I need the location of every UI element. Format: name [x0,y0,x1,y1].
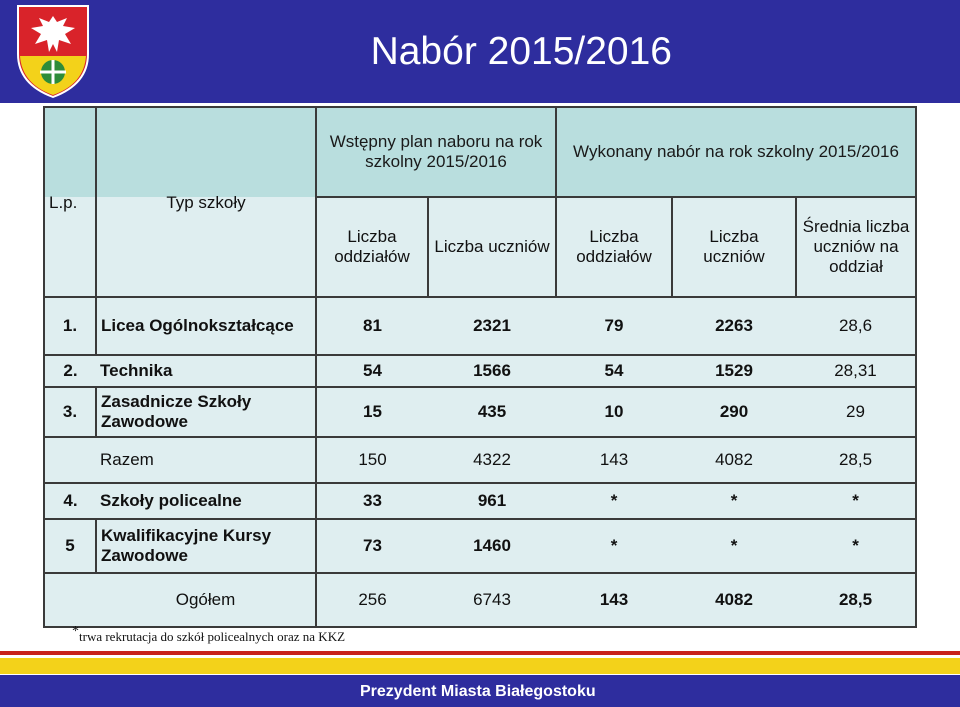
row-lp: 1. [44,297,96,355]
row-actual-classes: * [556,519,672,573]
row-planned-classes: 33 [316,483,428,519]
row-lp: 4. [44,483,96,519]
total-lp [44,573,96,627]
row-school-type: Szkoły policealne [96,483,316,519]
page-title-area [0,0,960,103]
row-average: * [796,519,916,573]
table-row [44,483,916,519]
total-planned-students: 6743 [428,573,556,627]
total-actual-students: 4082 [672,573,796,627]
total-actual-classes: 143 [556,573,672,627]
row-planned-classes: 73 [316,519,428,573]
row-planned-students: 1566 [428,355,556,387]
table-row [44,519,916,573]
row-average: 28,6 [796,297,916,355]
table-row [44,387,916,437]
subtotal-planned-classes: 150 [316,437,428,483]
subtotal-actual-classes: 143 [556,437,672,483]
row-lp: 5 [44,519,96,573]
row-actual-students: * [672,519,796,573]
total-label: Ogółem [96,573,316,627]
row-planned-students: 961 [428,483,556,519]
subtotal-average: 28,5 [796,437,916,483]
subtotal-label: Razem [96,437,316,483]
subtotal-lp [44,437,96,483]
subtotal-planned-students: 4322 [428,437,556,483]
total-planned-classes: 256 [316,573,428,627]
actual-group-header: Wykonany nabór na rok szkolny 2015/2016 [556,107,916,197]
type-header: Typ szkoły [96,197,316,297]
average-header: Średnia liczba uczniów na oddział [796,197,916,297]
planned-students-header: Liczba uczniów [428,197,556,297]
row-actual-students: 2263 [672,297,796,355]
row-school-type: Kwalifikacyjne Kursy Zawodowe [96,519,316,573]
page-title: Nabór 2015/2016 [370,30,672,73]
row-average: 28,31 [796,355,916,387]
footer-band [0,675,960,707]
footer-yellow-stripe [0,658,960,674]
recruitment-table [43,106,917,628]
row-school-type: Technika [96,355,316,387]
planned-classes-header: Liczba oddziałów [316,197,428,297]
subtotal-row [44,437,916,483]
total-average: 28,5 [796,573,916,627]
footnote-mark: * [72,624,79,639]
footnote-text: trwa rekrutacja do szkół policealnych oraz na KKZ [79,629,346,644]
table-row [44,297,916,355]
row-average: * [796,483,916,519]
row-actual-students: 1529 [672,355,796,387]
row-planned-classes: 15 [316,387,428,437]
row-lp: 3. [44,387,96,437]
footer-red-line [0,651,960,655]
planned-group-header: Wstępny plan naboru na rok szkolny 2015/2016 [316,107,556,197]
row-planned-students: 1460 [428,519,556,573]
row-actual-students: 290 [672,387,796,437]
row-planned-students: 2321 [428,297,556,355]
row-school-type: Zasadnicze Szkoły Zawodowe [96,387,316,437]
row-planned-classes: 81 [316,297,428,355]
row-average: 29 [796,387,916,437]
row-actual-students: * [672,483,796,519]
row-lp: 2. [44,355,96,387]
total-row [44,573,916,627]
subtotal-actual-students: 4082 [672,437,796,483]
row-actual-classes: 79 [556,297,672,355]
row-actual-classes: * [556,483,672,519]
row-actual-classes: 54 [556,355,672,387]
actual-classes-header: Liczba oddziałów [556,197,672,297]
type-header-top [96,107,316,197]
footnote [72,624,346,646]
row-actual-classes: 10 [556,387,672,437]
row-planned-classes: 54 [316,355,428,387]
row-planned-students: 435 [428,387,556,437]
footer-text: Prezydent Miasta Białegostoku [360,683,596,700]
actual-students-header: Liczba uczniów [672,197,796,297]
table-row [44,355,916,387]
row-school-type: Licea Ogólnokształcące [96,297,316,355]
lp-header: L.p. [44,197,96,297]
lp-header-top [44,107,96,197]
